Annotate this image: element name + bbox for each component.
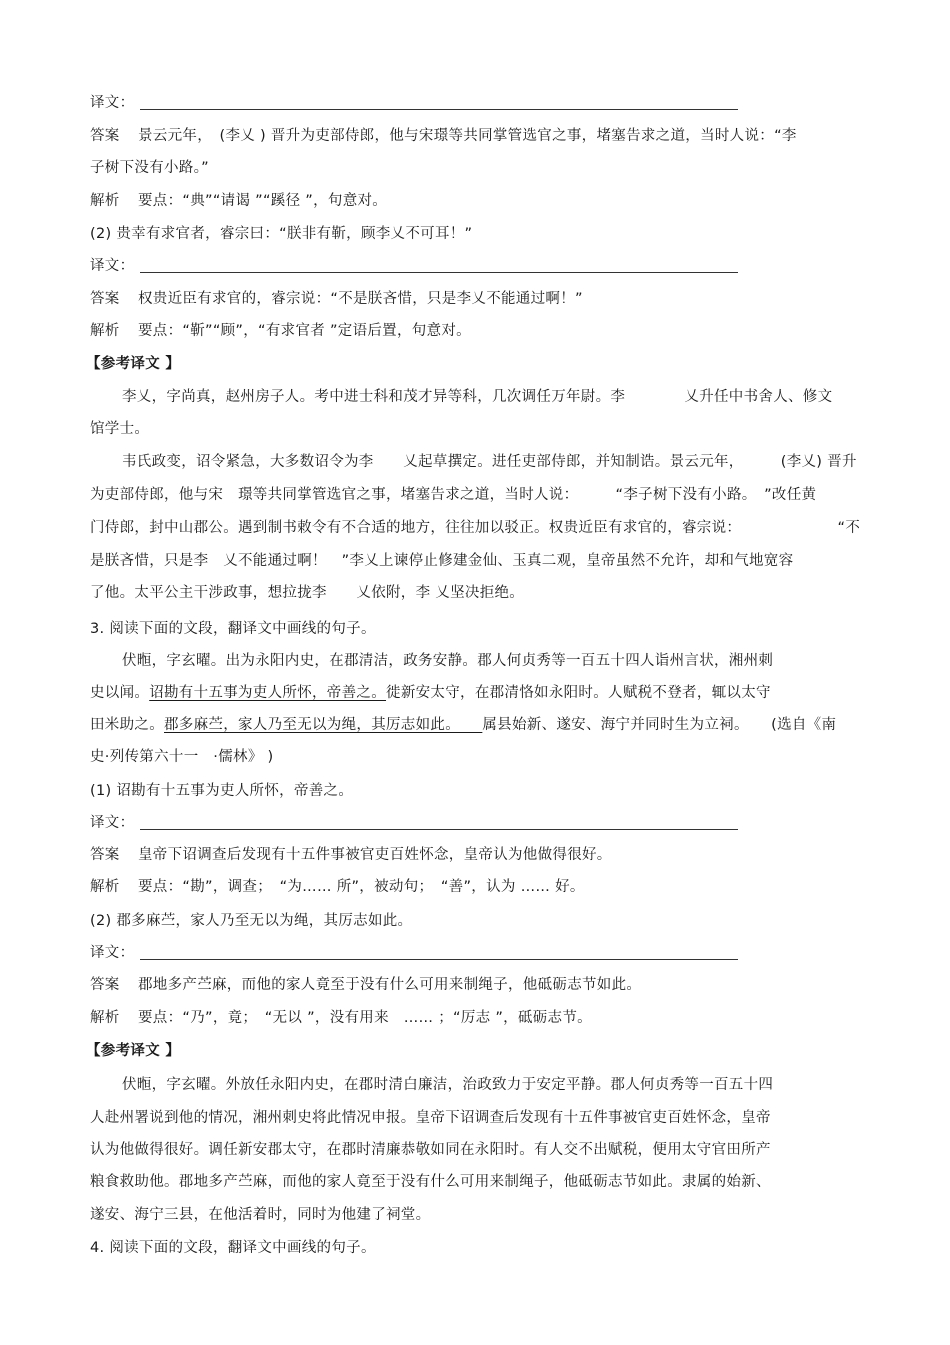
paragraph-line: 认为他做得很好。调任新安郡太守，在郡时清廉恭敬如同在永阳时。有人交不出赋税，便用太守官田所产 — [90, 1142, 771, 1158]
analysis-text: 要点：“靳”“顾”，“有求官者 ”定语后置，句意对。 — [138, 323, 471, 339]
answer-text: 郡地多产苎麻，而他的家人竟至于没有什么可用来制绳子，他砥砺志节如此。 — [138, 977, 642, 993]
question-heading: 3. 阅读下面的文段，翻译文中画线的句子。 — [90, 621, 376, 637]
translation-label: 译文： — [90, 95, 135, 111]
analysis-line — [90, 877, 585, 897]
answer-label: 答案 — [90, 847, 120, 863]
question-item: (2) 贵幸有求官者，睿宗曰：“朕非有靳，顾李乂不可耳！” — [90, 226, 473, 242]
answer-line — [90, 289, 583, 309]
answer-blank-line — [140, 829, 738, 830]
paragraph-line: 遂安、海宁三县，在他活着时，同时为他建了祠堂。 — [90, 1207, 431, 1223]
analysis-label: 解析 — [90, 879, 120, 895]
source-citation: 史·列传第六十一 ·儒林》 ) — [90, 749, 274, 765]
answer-blank-line — [140, 272, 738, 273]
analysis-label: 解析 — [90, 1010, 120, 1026]
analysis-text: 要点：“典”“请谒 ”“蹊径 ”，句意对。 — [138, 193, 388, 209]
passage-line — [90, 715, 836, 735]
answer-blank-line — [140, 959, 738, 960]
underlined-sentence: 郡多麻苎，家人乃至无以为绳，其厉志如此。 — [164, 717, 483, 733]
answer-text: 权贵近臣有求官的，睿宗说：“不是朕吝惜，只是李乂不能通过啊！” — [138, 291, 583, 307]
analysis-label: 解析 — [90, 193, 120, 209]
paragraph-line: 韦氏政变，诏令紧急，大多数诏令为李 乂起草撰定。进任吏部侍郎，并知制诰。景云元年， (李乂) 晋升 — [122, 454, 857, 470]
analysis-line — [90, 321, 471, 341]
passage-text: 田米助之。 — [90, 717, 164, 733]
answer-label: 答案 — [90, 128, 120, 144]
paragraph-line: 为吏部侍郎，他与宋 璟等共同掌管选官之事，堵塞告求之道，当时人说： “李子树下没有小路。 ”改任黄 — [90, 487, 817, 503]
paragraph-line: 粮食救助他。郡地多产苎麻，而他的家人竟至于没有什么可用来制绳子，他砥砺志节如此。隶属的始新、 — [90, 1174, 771, 1190]
analysis-line — [90, 1008, 592, 1028]
answer-label: 答案 — [90, 291, 120, 307]
paragraph-line: 人赴州署说到他的情况，湘州刺史将此情况申报。皇帝下诏调查后发现有十五件事被官吏百姓怀念，皇帝 — [90, 1110, 771, 1126]
answer-line — [90, 126, 797, 146]
reference-translation-heading: 【参考译文 】 — [86, 356, 181, 372]
passage-text: 史以闻。 — [90, 685, 150, 701]
underlined-sentence: 诏勘有十五事为吏人所怀，帝善之。 — [149, 685, 387, 701]
translation-label: 译文： — [90, 815, 135, 831]
translation-label: 译文： — [90, 258, 135, 274]
translation-label: 译文： — [90, 945, 135, 961]
answer-line — [90, 975, 641, 995]
paragraph-line: 馆学士。 — [90, 421, 150, 437]
paragraph-line: 了他。太平公主干涉政事，想拉拢李 乂依附，李 乂坚决拒绝。 — [90, 585, 525, 601]
analysis-text: 要点：“勘”，调查； “为…… 所”，被动句； “善”，认为 …… 好。 — [138, 879, 585, 895]
answer-text: 景云元年， (李乂 ) 晋升为吏部侍郎，他与宋璟等共同掌管选官之事，堵塞告求之道，当时人说：“李 — [138, 128, 797, 144]
analysis-line — [90, 191, 387, 211]
passage-text: 徙新安太守，在郡清恪如永阳时。人赋税不登者，辄以太守 — [386, 685, 771, 701]
answer-text: 皇帝下诏调查后发现有十五件事被官吏百姓怀念，皇帝认为他做得很好。 — [138, 847, 612, 863]
answer-label: 答案 — [90, 977, 120, 993]
answer-text-continued: 子树下没有小路。” — [90, 160, 209, 176]
paragraph-line: 伏暅，字玄曜。外放任永阳内史，在郡时清白廉洁，治政致力于安定平静。郡人何贞秀等一百五十四 — [122, 1077, 774, 1093]
paragraph-line: 门侍郎，封中山郡公。遇到制书敕令有不合适的地方，往往加以驳正。权贵近臣有求官的，睿宗说： “不 — [90, 520, 861, 536]
answer-line — [90, 845, 612, 865]
paragraph-line: 是朕吝惜，只是李 乂不能通过啊！ ”李乂上谏停止修建金仙、玉真二观，皇帝虽然不允许，却和气地宽容 — [90, 553, 794, 569]
question-heading: 4. 阅读下面的文段，翻译文中画线的句子。 — [90, 1240, 376, 1256]
analysis-label: 解析 — [90, 323, 120, 339]
passage-line — [90, 683, 771, 703]
passage-text: 属县始新、遂安、海宁并同时生为立祠。 (选自《南 — [482, 717, 837, 733]
answer-blank-line — [140, 109, 738, 110]
paragraph-line: 李乂，字尚真，赵州房子人。考中进士科和茂才异等科，几次调任万年尉。李 乂升任中书舍人、修文 — [122, 389, 833, 405]
passage-line: 伏暅，字玄曜。出为永阳内史，在郡清洁，政务安静。郡人何贞秀等一百五十四人诣州言状，湘州刺 — [122, 653, 774, 669]
question-item: (1) 诏勘有十五事为吏人所怀，帝善之。 — [90, 783, 354, 799]
reference-translation-heading: 【参考译文 】 — [86, 1043, 181, 1059]
analysis-text: 要点：“乃”，竟； “无以 ”，没有用来 …… ；“厉志 ”，砥砺志节。 — [138, 1010, 592, 1026]
question-item: (2) 郡多麻苎，家人乃至无以为绳，其厉志如此。 — [90, 913, 413, 929]
